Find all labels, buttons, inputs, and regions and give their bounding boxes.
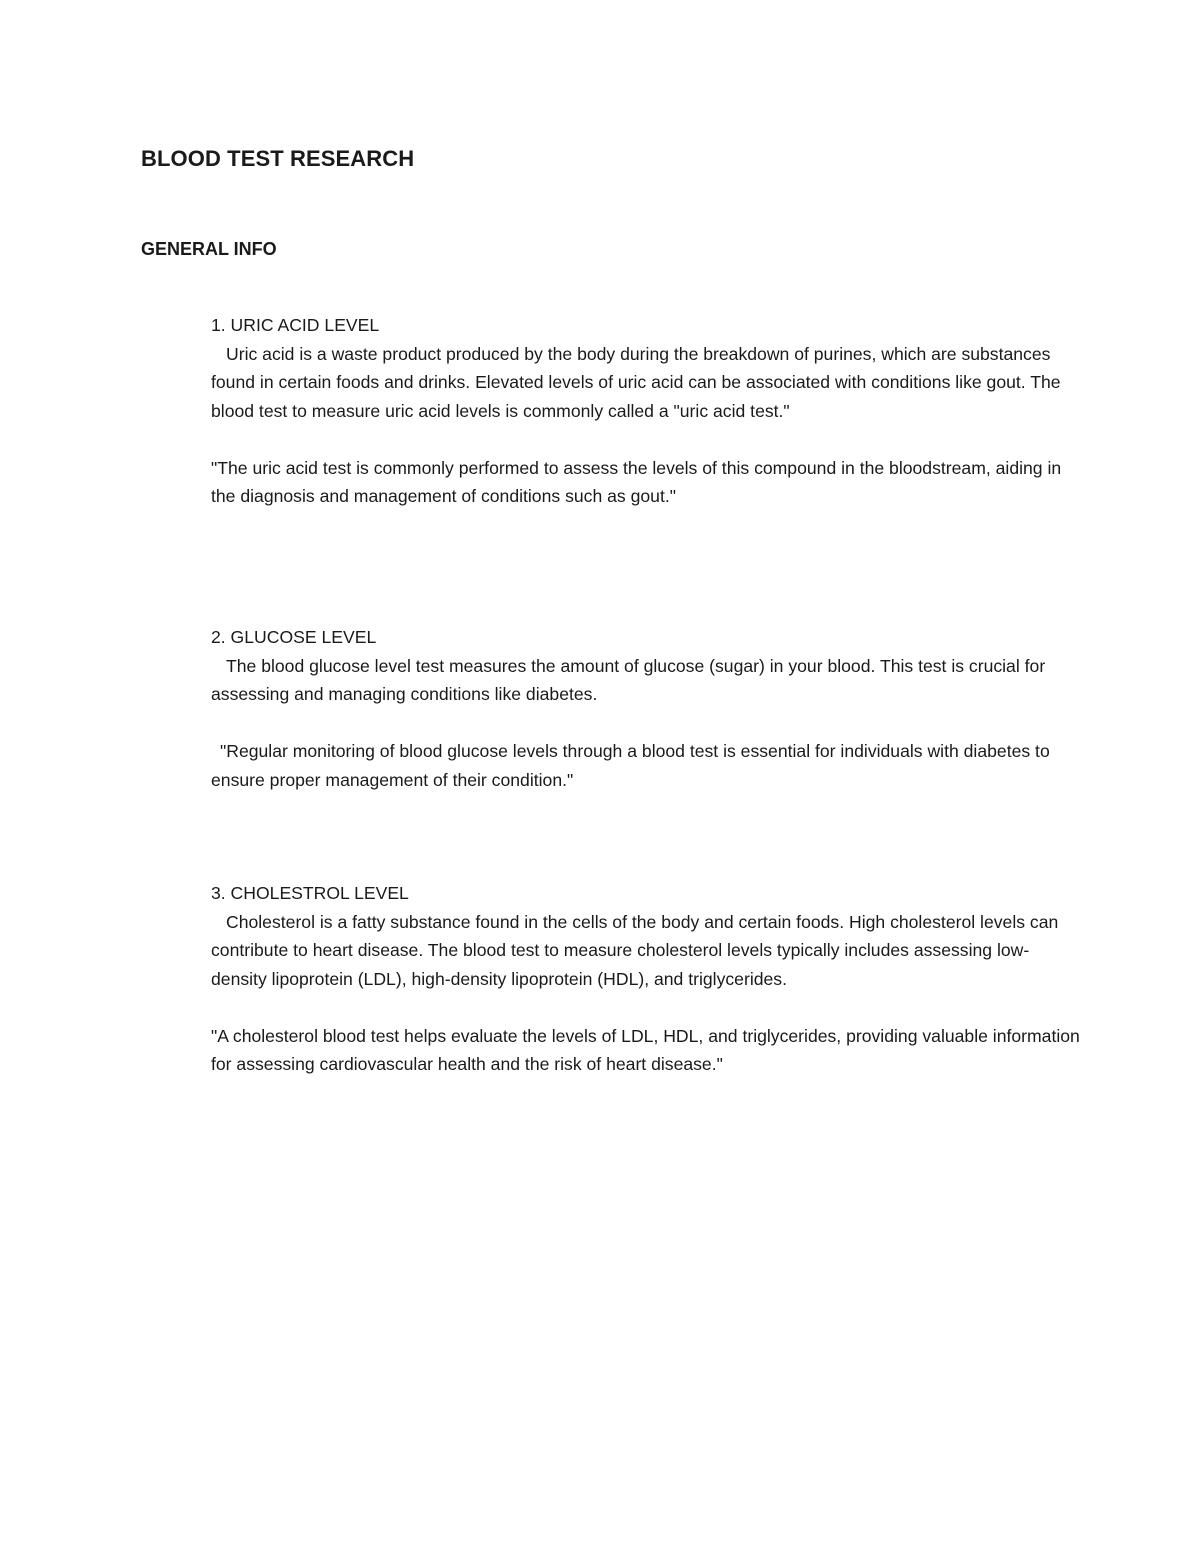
item-description: Cholesterol is a fatty substance found in the cells of the body and certain foods. High cholesterol levels can contribute to heart disease. The blood test to measure cholesterol levels typically includes assessing low-density lipoprotein (LDL), high-density lipoprotein (HDL), and triglycerides. (211, 911, 1059, 989)
item-quote: "The uric acid test is commonly performed to assess the levels of this compound in the bloodstream, aiding in the diagnosis and management of conditions such as gout." (211, 457, 1062, 506)
section-heading: GENERAL INFO (141, 239, 277, 259)
item-quote: "A cholesterol blood test helps evaluate the levels of LDL, HDL, and triglycerides, providing valuable information for assessing cardiovascular health and the risk of heart disease." (211, 1025, 1080, 1074)
item-heading: 3. CHOLESTROL LEVEL (211, 883, 409, 903)
item-heading: 2. GLUCOSE LEVEL (211, 627, 377, 647)
list-item-glucose (211, 623, 1081, 794)
item-description: The blood glucose level test measures the amount of glucose (sugar) in your blood. This test is crucial for assessing and managing conditions like diabetes. (211, 655, 1046, 704)
item-description: Uric acid is a waste product produced by the body during the breakdown of purines, which are substances found in certain foods and drinks. Elevated levels of uric acid can be associated with conditions like gout. The blood test to measure uric acid levels is commonly called a "uric acid test." (211, 343, 1061, 421)
item-heading: 1. URIC ACID LEVEL (211, 315, 380, 335)
item-quote: "Regular monitoring of blood glucose levels through a blood test is essential for individuals with diabetes to ensure proper management of their condition." (211, 741, 1050, 790)
document-title: BLOOD TEST RESEARCH (141, 146, 415, 171)
list-item-cholesterol (211, 879, 1081, 1079)
list-item-uric-acid (211, 311, 1081, 511)
